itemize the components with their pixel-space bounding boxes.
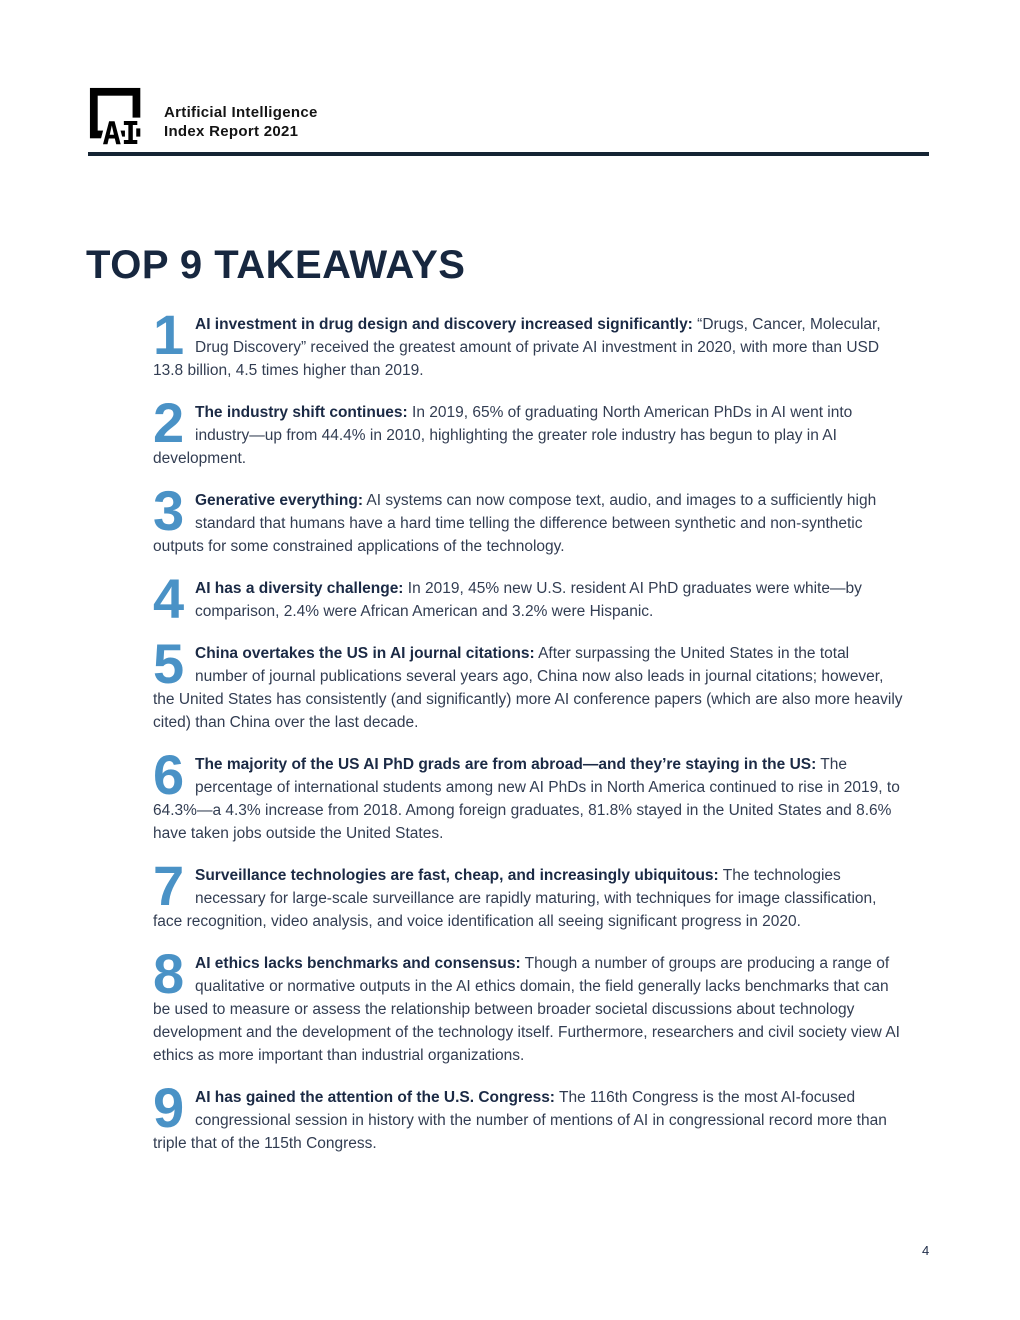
takeaway-text <box>153 303 903 382</box>
takeaway-lead: The industry shift continues: <box>195 404 408 421</box>
page-number: 4 <box>922 1243 930 1258</box>
takeaway-lead: The majority of the US AI PhD grads are from abroad—and they’re staying in the US: <box>195 756 817 773</box>
takeaway-lead: AI ethics lacks benchmarks and consensus: <box>195 955 521 972</box>
takeaway-body: In 2019, 65% of graduating North American PhDs in AI went into industry—up from 44.4% in 2010, highlighting the greater role industry has begun to play in AI development. <box>153 404 853 467</box>
takeaway-number: 8 <box>153 942 185 1005</box>
header-divider <box>88 152 929 156</box>
takeaway-number: 3 <box>153 479 185 542</box>
takeaway-number: 1 <box>153 303 185 366</box>
takeaway-body: “Drugs, Cancer, Molecular, Drug Discovery” received the greatest amount of private AI investment in 2020, with more than USD 13.8 billion, 4.5 times higher than 2019. <box>153 316 881 379</box>
takeaway-text <box>153 632 903 734</box>
takeaway-text <box>153 1076 903 1155</box>
page-title: TOP 9 TAKEAWAYS <box>86 243 466 287</box>
logo-ai-letters: AI <box>102 116 140 148</box>
takeaway-lead: AI has gained the attention of the U.S. Congress: <box>195 1089 555 1106</box>
takeaway-item-4 <box>153 567 903 630</box>
takeaway-lead: Surveillance technologies are fast, cheap, and increasingly ubiquitous: <box>195 867 719 884</box>
takeaway-body: The 116th Congress is the most AI-focused congressional session in history with the number of mentions of AI in congressional record more than triple that of the 115th Congress. <box>153 1089 887 1152</box>
ai-index-logo-icon <box>88 86 150 148</box>
brand-line-1: Artificial Intelligence <box>164 104 318 121</box>
takeaway-text <box>153 391 903 470</box>
takeaway-number: 5 <box>153 632 185 695</box>
takeaway-body: In 2019, 45% new U.S. resident AI PhD graduates were white—by comparison, 2.4% were African American and 3.2% were Hispanic. <box>195 580 862 620</box>
takeaway-item-9 <box>153 1076 903 1155</box>
takeaway-item-6 <box>153 743 903 845</box>
takeaway-text <box>153 479 903 558</box>
takeaway-body: Though a number of groups are producing a range of qualitative or normative outputs in the AI ethics domain, the field generally lacks benchmarks that can be used to measure or assess the relationship between broader societal discussions about technology development and the development of the technology itself. Furthermore, researchers and civil society view AI ethics as more important than industrial organizations. <box>153 955 900 1064</box>
takeaway-number: 9 <box>153 1076 185 1139</box>
takeaway-body: AI systems can now compose text, audio, and images to a sufficiently high standard that humans have a hard time telling the difference between synthetic and non-synthetic outputs for some constrained applications of the technology. <box>153 492 877 555</box>
takeaways-list <box>153 303 903 1174</box>
takeaway-lead: AI has a diversity challenge: <box>195 580 404 597</box>
takeaway-item-7 <box>153 854 903 933</box>
takeaway-item-8 <box>153 942 903 1067</box>
takeaway-number: 6 <box>153 743 185 806</box>
takeaway-body: After surpassing the United States in the total number of journal publications several years ago, China now also leads in journal citations; however, the United States has consistently (and significantly) more AI conference papers (which are also more heavily cited) than China over the last decade. <box>153 645 903 731</box>
takeaway-item-5 <box>153 632 903 734</box>
takeaway-lead: Generative everything: <box>195 492 363 509</box>
takeaway-text <box>153 743 903 845</box>
takeaway-lead: AI investment in drug design and discovery increased significantly: <box>195 316 693 333</box>
takeaway-text <box>153 942 903 1067</box>
brand-line-2: Index Report 2021 <box>164 123 299 140</box>
takeaway-text <box>153 854 903 933</box>
takeaway-body: The technologies necessary for large-scale surveillance are rapidly maturing, with techniques for image classification, face recognition, video analysis, and voice identification all seeing significant progress in 2020. <box>153 867 877 930</box>
report-brand <box>164 103 318 141</box>
takeaway-item-2 <box>153 391 903 470</box>
takeaway-body: The percentage of international students among new AI PhDs in North America continued to rise in 2019, to 64.3%—a 4.3% increase from 2018. Among foreign graduates, 81.8% stayed in the United States and 8.6% have taken jobs outside the United States. <box>153 756 900 842</box>
takeaway-number: 7 <box>153 854 185 917</box>
takeaway-item-1 <box>153 303 903 382</box>
takeaway-number: 4 <box>153 567 185 630</box>
takeaway-item-3 <box>153 479 903 558</box>
takeaway-number: 2 <box>153 391 185 454</box>
takeaway-text <box>153 567 903 630</box>
takeaway-lead: China overtakes the US in AI journal citations: <box>195 645 535 662</box>
